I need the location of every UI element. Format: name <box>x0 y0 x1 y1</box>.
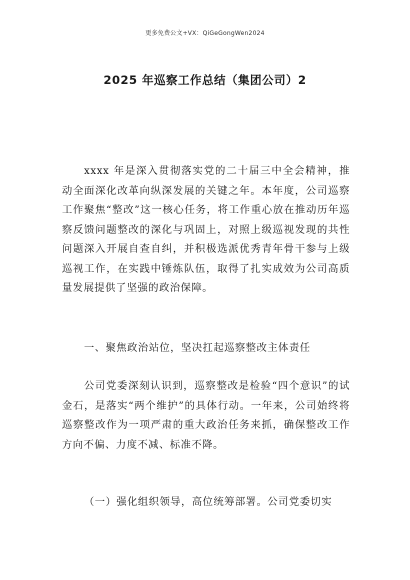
paragraph-subsection-1: （一）强化组织领导，高位统筹部署。公司党委切实 <box>84 497 333 508</box>
paragraph-intro: xxxx 年是深入贯彻落实党的二十届三中全会精神，推动全面深化改革向纵深发展的关键之年。本年度，公司巡察工作聚焦“整改”这一核心任务，将工作重心放在推动历年巡察反馈问题整改的深化与巩固上，对照上级巡视发现的共性问题深入开展自查自纠，并积极选派优秀青年骨干参与上级巡视工作，在实践中锤炼队伍，取得了扎实成效为公司高质量发展提供了坚强的政治保障。 <box>62 166 350 294</box>
document-title: 2025 年巡察工作总结（集团公司）2 <box>103 73 307 87</box>
section-heading-1: 一、聚焦政治站位，坚决扛起巡察整改主体责任 <box>84 343 311 354</box>
header-note: 更多免费公文+VX：QiGeGongWen2024 <box>145 30 265 37</box>
paragraph-section-1: 公司党委深刻认识到，巡察整改是检验“四个意识”的试金石，是落实“两个维护”的具体行动。一年来，公司始终将巡察整改作为一项严肃的重大政治任务来抓，确保整改工作方向不偏、力度不减、标准不降。 <box>62 381 350 451</box>
